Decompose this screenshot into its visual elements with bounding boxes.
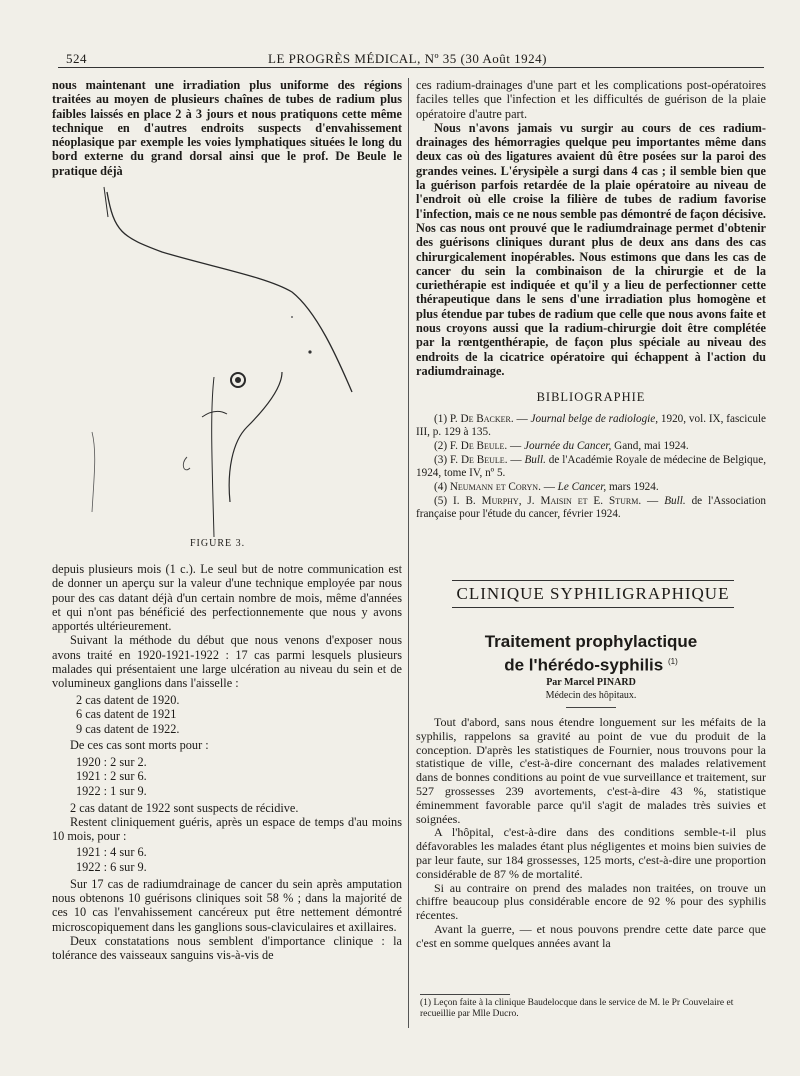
right-paragraph-1: ces radium-drainages d'une part et les complications post-opératoires faciles telles que l'infection et les difficultés de guérison de la plaie opératoire d'autre part. <box>416 78 766 121</box>
article-footnote-ref: (1) <box>667 657 678 666</box>
byline-author: Par Marcel PINARD <box>546 677 636 688</box>
article-title <box>416 632 766 676</box>
bibliography-title: BIBLIOGRAPHIE <box>536 390 646 405</box>
list-item: 2 cas datent de 1920. <box>76 692 180 707</box>
footnote-rule <box>420 994 510 995</box>
cases-list <box>52 693 402 737</box>
left-paragraph-1: nous maintenant une irradiation plus uniforme des régions traitées au moyen de plusieurs chaînes de tubes de radium plus faibles laissés en place 2 à 3 jours et nous pratiquons cette même technique en d'autres endroits suspects d'envahissement néoplasique par exemple les voies lymphatiques situées le long du bord externe du grand dorsal ainsi que le prof. De Beule le pratique déjà <box>52 78 402 178</box>
journal-title: LE PROGRÈS MÉDICAL, Nº 35 (30 Août 1924) <box>268 51 547 66</box>
byline-role: Médecin des hôpitaux. <box>545 690 637 701</box>
bibliography-entry: (3) F. De Beule. — Bull. de l'Académie Royale de médecine de Belgique, 1924, tome IV, nº 5. <box>416 453 767 479</box>
left-column-bottom <box>52 562 402 962</box>
left-column-top <box>52 78 402 178</box>
article-body <box>416 716 766 951</box>
right-column-top <box>416 78 766 522</box>
byline-rule <box>566 707 616 708</box>
list-item: 1921 : 2 sur 6. <box>76 769 147 784</box>
column-divider <box>408 78 409 1028</box>
bibliography-entry: (2) F. De Beule. — Journée du Cancer, Gand, mai 1924. <box>434 439 689 452</box>
figure-3-illustration <box>52 182 402 552</box>
article-paragraph-4: Avant la guerre, — et nous pouvons prendre cette date parce que c'est en somme quelques années avant la <box>416 921 766 950</box>
left-paragraph-7: Deux constatations nous semblent d'importance clinique : la tolérance des vaisseaux sanguins vis-à-vis de <box>52 933 402 963</box>
article-title-line-2: de l'hérédo-syphilis <box>504 655 664 675</box>
bibliography-entry: (5) I. B. Murphy, J. Maisin et E. Sturm. — Bull. de l'Association française pour l'étude du cancer, février 1924. <box>416 494 767 520</box>
section-heading: CLINIQUE SYPHILIGRAPHIQUE <box>452 580 734 608</box>
list-item: 9 cas datent de 1922. <box>76 721 180 736</box>
figure-caption: FIGURE 3. <box>190 538 246 549</box>
footnote: (1) Leçon faite à la clinique Baudelocque dans le service de M. le Pr Couvelaire et recueillie par Mlle Ducro. <box>420 998 734 1019</box>
list-item: 1922 : 1 sur 9. <box>76 783 147 798</box>
article-paragraph-2: A l'hôpital, c'est-à-dire dans des conditions semble-t-il plus défavorables les malades étant plus négligentes et moins bien suivies de par leur faute, sur 184 grossesses, 125 morts, c'est-à-dire une proportion considérable de 87 % de mortalité. <box>416 825 766 881</box>
bibliography-list <box>416 413 766 521</box>
right-paragraph-2: Nous n'avons jamais vu surgir au cours de ces radium-drainages des hémorragies quelque peu importantes même dans deux cas où des ligatures avaient dû être posées sur la paroi des grandes veines. L'érysipèle a surgi dans 4 cas ; il semble bien que la guérison parfois retardée de la plaie opératoire au niveau de l'endroit où elle croise la filière de tubes de radium favorise l'infection, mais ce ne nous semble pas démontré de façon décisive. Nos cas nous ont prouvé que le radiumdrainage permet d'obtenir des guérisons cliniques durant plus de deux ans dans des cas chirurgicalement inopérables. Nous estimons que dans les cas de cancer du sein la combinaison de la chirurgie et de la curiethérapie est indiquée et qu'il y a lieu de perfectionner cette thérapeutique dans le sens d'une irradiation plus homogène et plus étendue par tubes de radium que celle que nous avons faite et nous croyons aussi que la radium-chirurgie doit être complétée par la rœntgenthérapie, de façon plus spéciale au niveau des endroits de la cicatrice opératoire qui échappent à l'action du radiumdrainage. <box>416 120 766 378</box>
bibliography-entry: (4) Neumann et Coryn. — Le Cancer, mars 1924. <box>434 480 659 493</box>
page-number: 524 <box>66 51 87 66</box>
article-paragraph-3: Si au contraire on prend des malades non traitées, on trouve un chiffre beaucoup plus considérable encore de 92 % pour des syphilis récentes. <box>416 880 766 923</box>
left-paragraph-2: depuis plusieurs mois (1 c.). Le seul but de notre communication est de donner un aperçu sur la valeur d'une technique employée par nous pour des cas datant déjà d'un certain nombre de mois, même d'années et qui n'ont pas bénéficié des perfectionnemente que nous y avons apportés ultérieurement. <box>52 562 402 634</box>
byline <box>416 676 766 702</box>
bibliography-entry: (1) P. De Backer. — Journal belge de radiologie, 1920, vol. IX, fascicule III, p. 129 à 135. <box>416 412 767 438</box>
left-paragraph-5: Restent cliniquement guéris, après un espace de temps d'au moins 10 mois, pour : <box>52 814 402 844</box>
list-item: 1922 : 6 sur 9. <box>76 860 147 875</box>
left-paragraph-3: Suivant la méthode du début que nous venons d'exposer nous avons traité en 1920-1921-1922 : 17 cas parmi lesquels plusieurs malades qui présentaient une large ulcération au niveau du sein et de volumineux ganglions dans l'aisselle : <box>52 633 402 691</box>
left-paragraph-6: Sur 17 cas de radiumdrainage de cancer du sein après amputation nous obtenons 10 guérisons cliniques soit 58 % ; dans la majorité de ces 10 cas l'envahissement cancéreux put être nettement démontré microscopiquement dans les ganglions sous-claviculaires et axillaires. <box>52 876 402 934</box>
list-item: 1920 : 2 sur 2. <box>76 754 147 769</box>
left-paragraph-4: 2 cas datant de 1922 sont suspects de récidive. <box>70 800 299 815</box>
cured-list <box>52 845 402 874</box>
deaths-list <box>52 755 402 799</box>
header-rule <box>58 67 764 68</box>
list-item: 1921 : 4 sur 6. <box>76 845 147 860</box>
list-item: 6 cas datent de 1921 <box>76 707 177 722</box>
article-title-line-1: Traitement prophylactique <box>484 632 698 651</box>
deaths-intro: De ces cas sont morts pour : <box>70 738 209 753</box>
article-paragraph-1: Tout d'abord, sans nous étendre longuement sur les méfaits de la syphilis, rappelons sa gravité au point de vue du produit de la conception. D'après les statistiques de Fournier, nous trouvons pour la statistique de ville, c'est-à-dire concernant des malades relativement dans de bonnes conditions au point de vue surveillance et traitement, sur 527 grossesses 239 avortements, c'est-à-dire 43 %, statistique éminemment favorable parce qu'il s'agit de malades très suivies et soignées. <box>416 715 766 826</box>
